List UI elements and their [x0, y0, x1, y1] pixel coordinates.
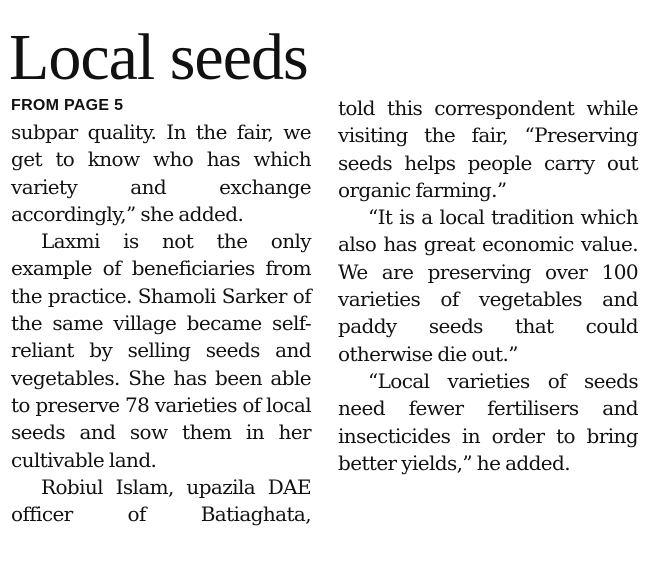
paragraph: told this correspondent while visiting the fair, “Preserving seeds helps people carry out organic farming.” [338, 96, 638, 202]
article-column-right [338, 95, 638, 477]
paragraph: “It is a local tradition which also has great economic value. We are preserving over 100 varieties of vegetables and paddy seeds that could otherwise die out.” [338, 205, 638, 366]
headline: Local seeds [9, 21, 308, 94]
continued-from-label: FROM PAGE 5 [11, 97, 124, 114]
paragraph: subpar quality. In the fair, we get to know who has which variety and exchange accordingly,” she added. [11, 120, 311, 226]
paragraph: “Local varieties of seeds need fewer fertilisers and insecticides in order to bring better yields,” he added. [338, 368, 638, 475]
paragraph: Robiul Islam, upazila DAE officer of Batiaghata, [11, 474, 311, 527]
article-column-left [11, 119, 311, 528]
paragraph: Laxmi is not the only example of beneficiaries from the practice. Shamoli Sarker of the same village became self-reliant by selling seeds and vegetables. She has been able to preserve 78 varieties of local seeds and sow them in her cultivable land. [11, 229, 311, 472]
